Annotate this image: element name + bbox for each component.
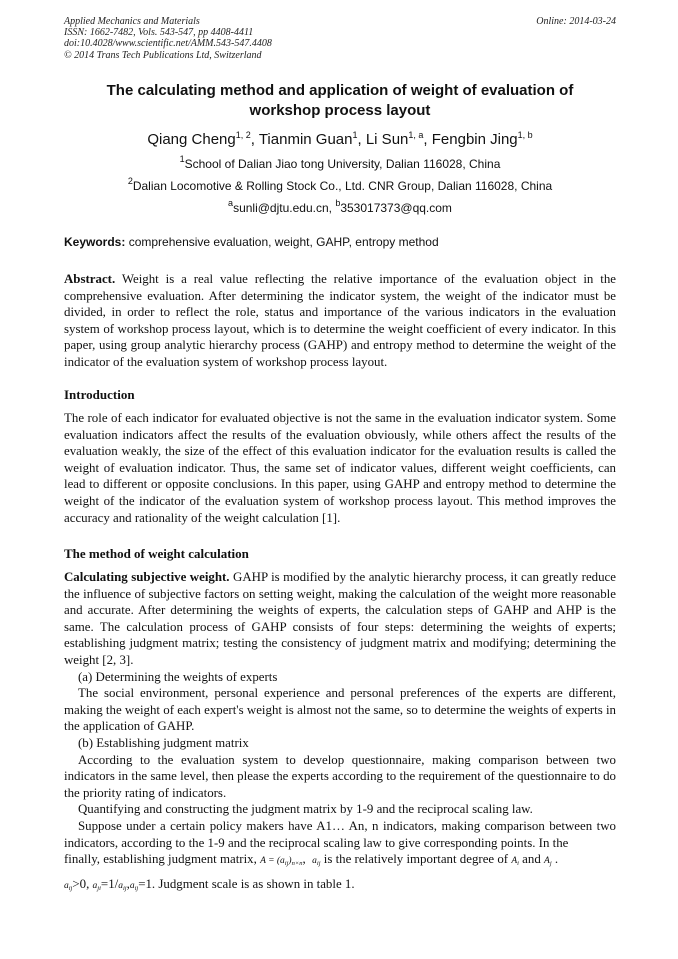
issn-line: ISSN: 1662-7482, Vols. 543-547, pp 4408-4411 <box>64 27 254 39</box>
matrix-conditions: $a_{ij}>0$, $a_{ji}=1/a_{ij},a_{ij}=1$. Judgment scale is as shown in table 1. <box>64 877 355 893</box>
step-a-text: The social environment, personal experience and personal preferences of the experts are different, making the weight of each expert's weight is almost not the same, so to determine the weights of experts in the application of GAHP. <box>64 686 616 734</box>
matrix-sentence: finally, establishing judgment matrix, $A = (a_{ij})_{n\times n}$, $a_{ij}$ is the relatively important degree of $A_i$ and $A_j$ . <box>64 852 559 868</box>
affiliation-1: $^1$School of Dalian Jiao tong University, Dalian 116028, China <box>179 154 501 171</box>
author-sup: 1, b <box>517 130 533 140</box>
email-b: 353017373@qq.com <box>340 201 452 215</box>
author-list: Qiang Cheng$^{1, 2}$, Tianmin Guan$^1$, Li Sun$^{1, a}$, Fengbin Jing$^{1, b}$ <box>147 130 533 148</box>
keywords <box>64 235 616 250</box>
quantify-text: Quantifying and constructing the judgment matrix by 1-9 and the reciprocal scaling law. <box>78 802 533 817</box>
author-name: Tianmin Guan <box>258 131 353 148</box>
step-b-heading: (b) Establishing judgment matrix <box>78 735 249 750</box>
author-sup: 1, 2 <box>235 130 251 140</box>
journal-name: Applied Mechanics and Materials <box>64 16 200 27</box>
keywords-label: Keywords: <box>64 235 126 249</box>
section-heading-method: The method of weight calculation <box>64 546 249 561</box>
keywords-text: comprehensive evaluation, weight, GAHP, entropy method <box>128 235 439 249</box>
author-emails: $^a$sunli@djtu.edu.cn, $^b$353017373@qq.com <box>228 198 452 215</box>
abstract-label: Abstract. <box>64 272 116 286</box>
subjective-weight-label: Calculating subjective weight. <box>64 570 230 584</box>
introduction-text: The role of each indicator for evaluated objective is not the same in the evaluation indicator system. Some evaluation indicators affect the results of the evaluation obviously, while others affect the results of the evaluation weakly, the size of the effect of this evaluation indicator for the evaluation results is called the weight of evaluation indicator. Thus, the same set of indicator values, different weight coefficients, can lead to different or opposite conclusions. In this paper, using GAHP and entropy method to determine the weight of the indicator of the evaluation system of workshop process layout. This method improves the accuracy and rationality of the weight calculation [1]. <box>64 411 616 525</box>
title-line-2: workshop process layout <box>249 102 431 119</box>
journal-header <box>64 16 616 61</box>
suppose-text: Suppose under a certain policy makers have A1… An, n indicators, making comparison between two indicators, according to the 1-9 and the reciprocal scaling law to give corresponding points. In the <box>64 818 616 850</box>
ai-symbol: $A_i$ <box>511 856 519 868</box>
aij-symbol: $a_{ij}$ <box>312 856 321 868</box>
section-heading-introduction: Introduction <box>64 387 135 402</box>
email-a: sunli@djtu.edu.cn, <box>233 201 336 215</box>
abstract <box>64 271 616 371</box>
author-name: Li Sun <box>365 131 409 148</box>
aj-symbol: $A_j$ <box>544 856 552 868</box>
title-line-1: The calculating method and application of weight of evaluation of <box>106 82 574 99</box>
abstract-text: Weight is a real value reflecting the relative importance of the evaluation object in the comprehensive evaluation. After determining the indicator system, the weight of the indicator must be divided, in order to reflect the role, status and importance of the various indicators in the evaluation system of workshop process layout, which is to determine the weight coefficient of every indicator. In this paper, using group analytic hierarchy process (GAHP) and entropy method to determine the weight of the indicator of the evaluation system of workshop process layout. <box>64 272 616 369</box>
copyright-line: © 2014 Trans Tech Publications Ltd, Switzerland <box>64 49 262 61</box>
judgment-matrix-formula: $A = (a_{ij})_{n\times n}$ <box>260 856 303 868</box>
author-sup: 1 <box>352 130 358 140</box>
step-a-heading: (a) Determining the weights of experts <box>78 669 278 684</box>
affiliation-2: $^2$Dalian Locomotive & Rolling Stock Co., Ltd. CNR Group, Dalian 116028, China <box>127 176 553 193</box>
paper-title <box>64 81 616 121</box>
method-body <box>64 569 616 899</box>
subjective-weight-paragraph <box>64 569 616 669</box>
online-date: Online: 2014-03-24 <box>536 16 616 27</box>
subjective-weight-text: GAHP is modified by the analytic hierarchy process, it can greatly reduce the influence of subjective factors on setting weight, making the calculation of the weight more reasonable and accurate. After determining the weights of experts, the calculation steps of GAHP and AHP is the same. The calculation process of GAHP consists of four steps: determining the weights of experts; establishing judgment matrix; testing the consistency of judgment matrix and modifying; determining the weight [2, 3]. <box>64 570 616 667</box>
doi-line: doi:10.4028/www.scientific.net/AMM.543-547.4408 <box>64 38 272 50</box>
author-name: Qiang Cheng <box>147 131 236 148</box>
author-sup: 1, a <box>408 130 424 140</box>
author-name: Fengbin Jing <box>431 131 518 148</box>
step-b-text: According to the evaluation system to develop questionnaire, making comparison between two indicators in the same level, then please the experts according to the requirement of the questionnaire to do the priority rating of indicators. <box>64 752 616 800</box>
